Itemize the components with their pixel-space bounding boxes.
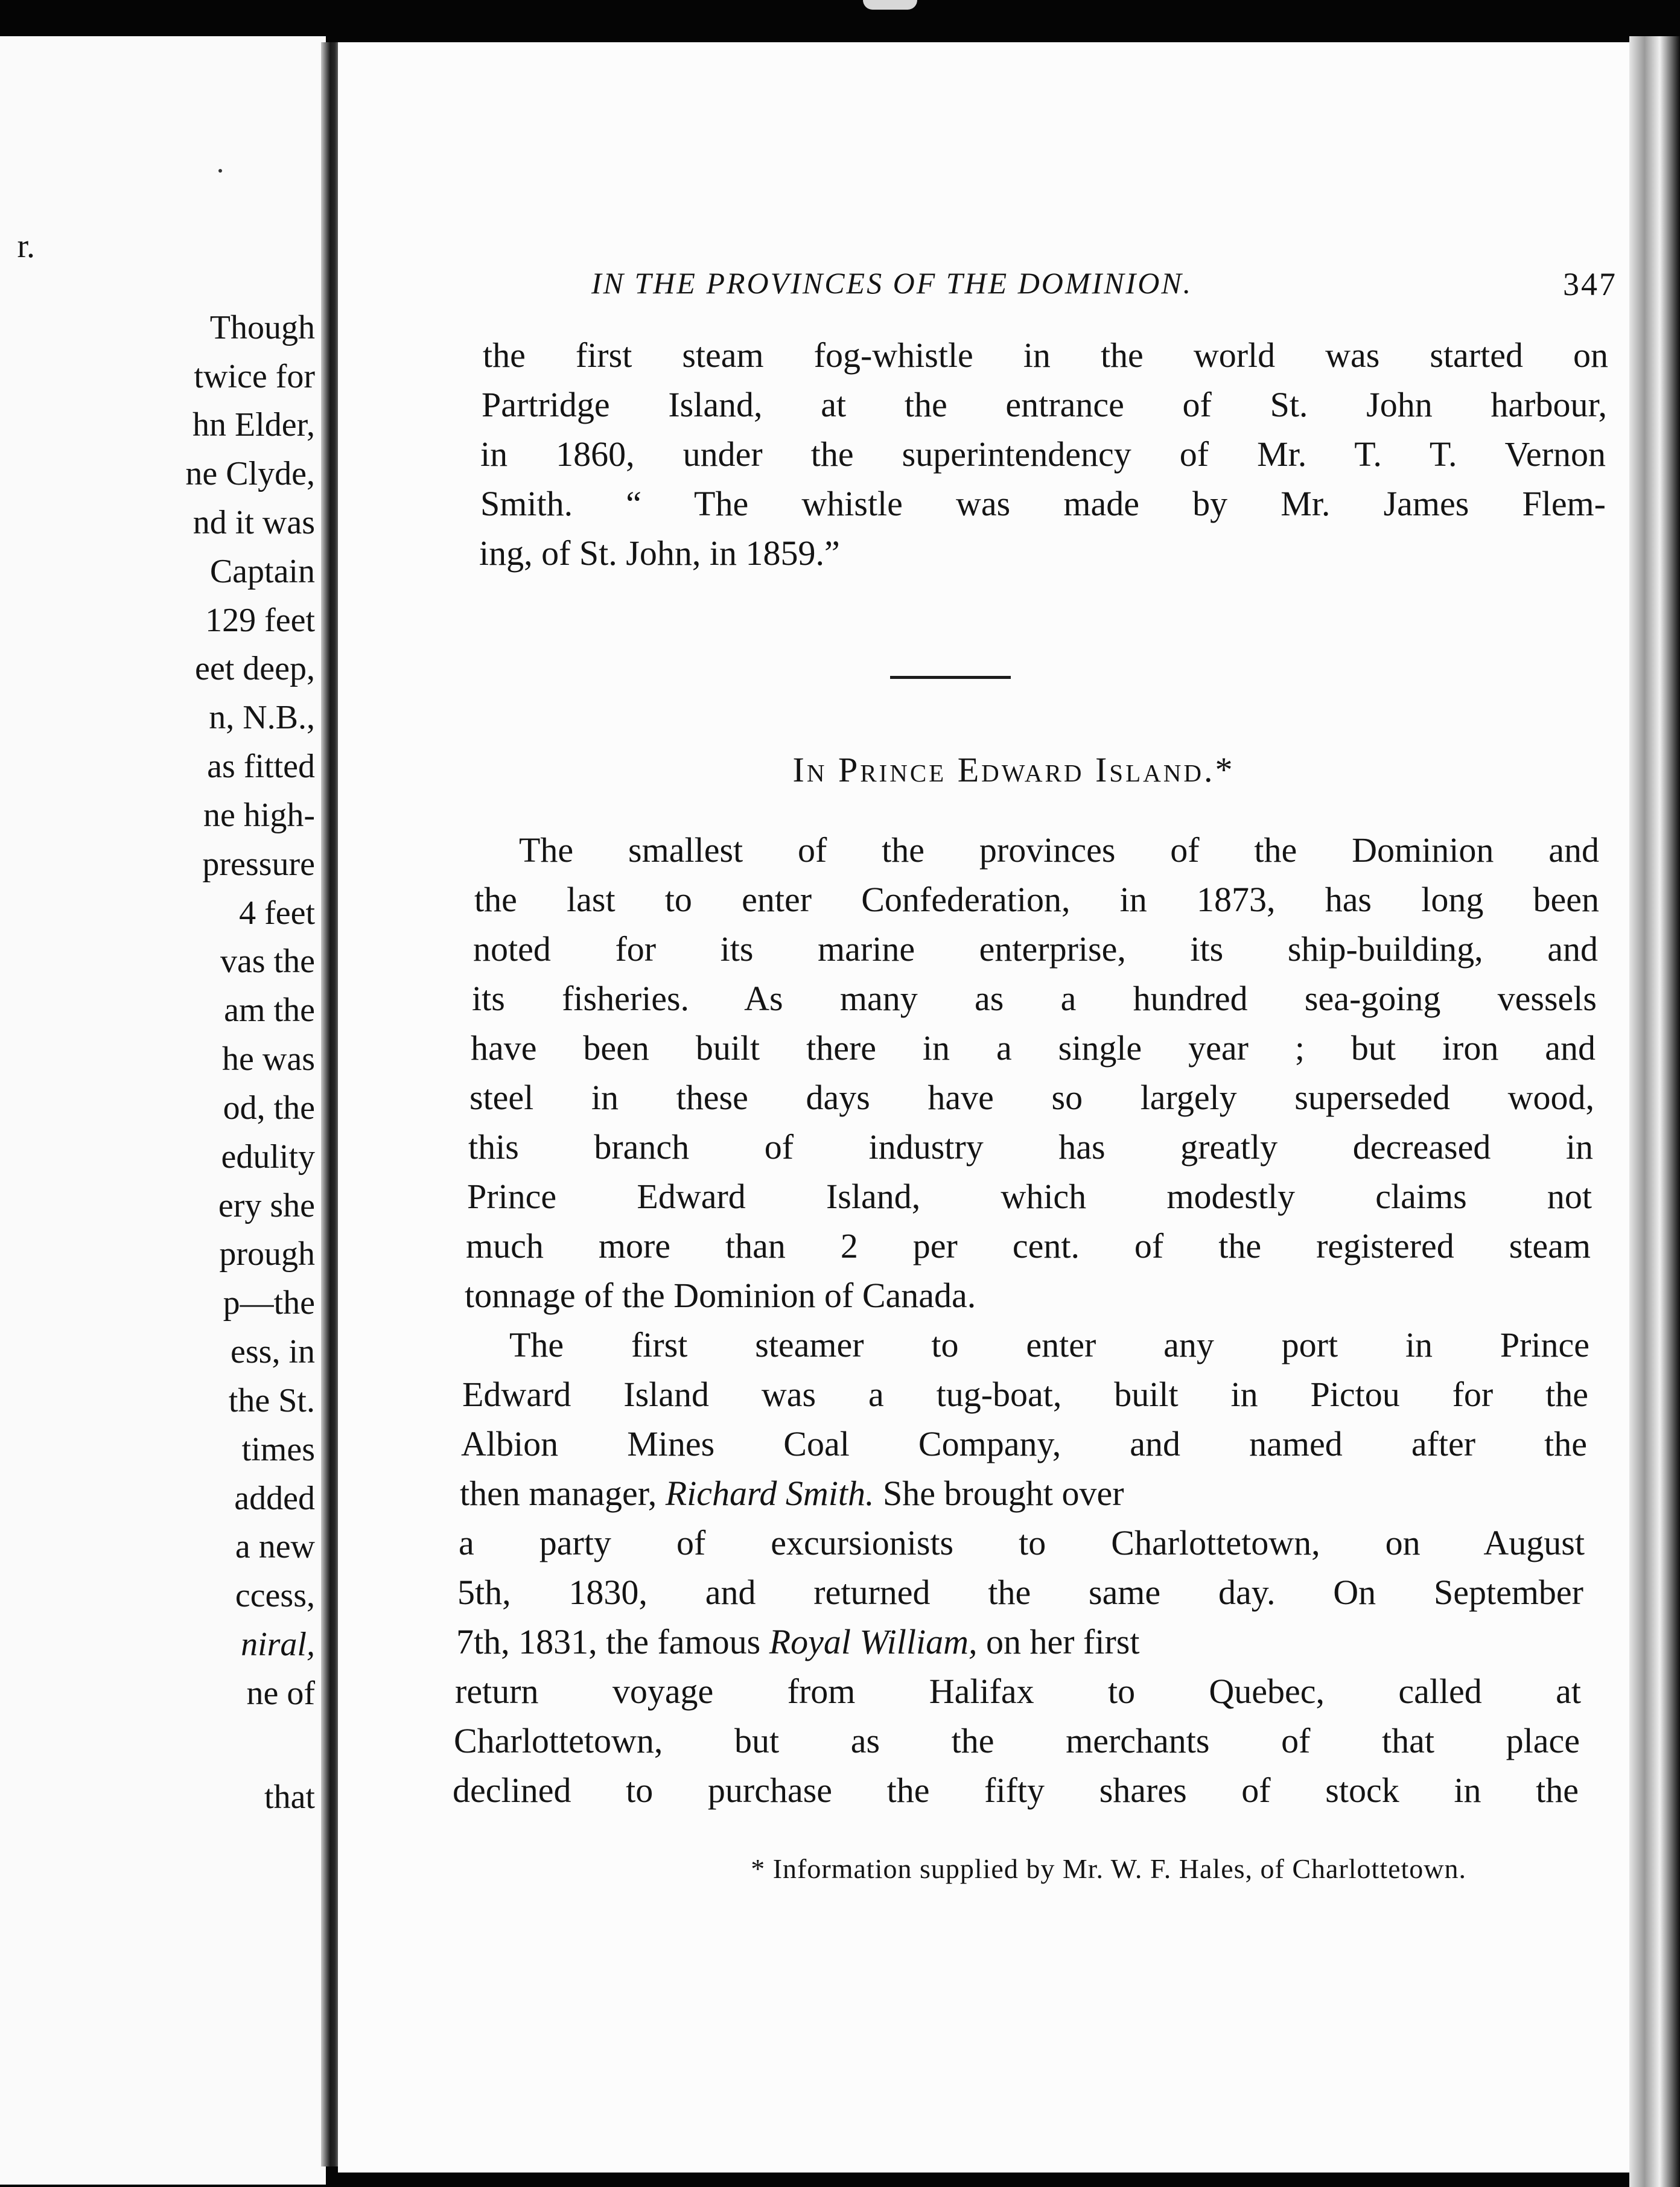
- body-line: [456, 1622, 1582, 1661]
- left-page-line: a new: [235, 1528, 315, 1565]
- body-line: [460, 1476, 1586, 1511]
- left-page-line: pressure: [202, 845, 315, 883]
- body-line: Charlottetown, but as the merchants of that place: [454, 1721, 1580, 1760]
- left-page-line: n, N.B.,: [209, 699, 315, 736]
- left-page-line: r.: [17, 228, 35, 265]
- body-line: have been built there in a single year ; but iron and: [471, 1028, 1596, 1068]
- body-line: Prince Edward Island, which modestly claims not: [467, 1177, 1592, 1216]
- body-line: return voyage from Halifax to Quebec, called at: [455, 1672, 1581, 1711]
- left-page-line: eet deep,: [195, 650, 315, 687]
- body-line: a party of excursionists to Charlottetown, on August: [459, 1523, 1585, 1562]
- left-page-line: niral,: [241, 1626, 315, 1663]
- running-header: [591, 266, 1617, 301]
- body-line: 5th, 1830, and returned the same day. On September: [457, 1573, 1583, 1612]
- body-line: ing, of St. John, in 1859.”: [479, 533, 840, 573]
- body-text: then manager,: [460, 1474, 666, 1513]
- left-page-line: od, the: [223, 1089, 315, 1127]
- left-page-line: times: [241, 1431, 315, 1468]
- left-page-line: ne Clyde,: [185, 455, 315, 492]
- left-page-line: prough: [219, 1235, 315, 1273]
- left-page-line: ery she: [218, 1187, 315, 1224]
- body-line: The first steamer to enter any port in Prince: [509, 1325, 1589, 1364]
- ink-speck: [218, 169, 222, 173]
- body-text: She brought over: [874, 1474, 1124, 1513]
- left-page-line: ne high-: [203, 797, 315, 834]
- left-page-line: ccess,: [235, 1577, 315, 1614]
- body-line: tonnage of the Dominion of Canada.: [465, 1276, 976, 1315]
- body-line: in 1860, under the superintendency of Mr. T. T. Vernon: [480, 435, 1606, 474]
- footnote: * Information supplied by Mr. W. F. Hales, of Charlottetown.: [751, 1853, 1466, 1884]
- left-page-line: ne of: [246, 1675, 315, 1712]
- body-line: this branch of industry has greatly decreased in: [468, 1127, 1593, 1167]
- body-line: the last to enter Confederation, in 1873, has long been: [474, 880, 1599, 919]
- ship-name-italic: Royal William,: [769, 1622, 978, 1661]
- left-page-line: added: [234, 1480, 315, 1517]
- left-page-line: twice for: [194, 358, 315, 395]
- body-line: steel in these days have so largely superseded wood,: [469, 1078, 1594, 1117]
- right-page: [338, 42, 1635, 2173]
- left-page-line: Though: [209, 309, 315, 346]
- left-page-line: p—the: [223, 1284, 315, 1322]
- left-page-line: Captain: [209, 553, 315, 590]
- left-page-line: the St.: [228, 1382, 315, 1419]
- left-page-line: nd it was: [192, 504, 315, 541]
- body-line: declined to purchase the fifty shares of stock in the: [453, 1771, 1579, 1810]
- running-title: IN THE PROVINCES OF THE DOMINION.: [591, 266, 1193, 300]
- body-line: Smith. “ The whistle was made by Mr. James Flem-: [480, 484, 1606, 523]
- body-line: Partridge Island, at the entrance of St. John harbour,: [482, 385, 1607, 424]
- body-line: the first steam fog-whistle in the world was started on: [483, 336, 1608, 375]
- left-page-line: 4 feet: [239, 894, 315, 932]
- left-page-line: am the: [224, 992, 315, 1029]
- body-line: its fisheries. As many as a hundred sea-going vessels: [472, 979, 1597, 1018]
- body-line: The smallest of the provinces of the Dominion and: [519, 830, 1599, 870]
- body-line: much more than 2 per cent. of the registered steam: [466, 1226, 1591, 1265]
- scan-artifact: [863, 0, 917, 10]
- left-page-line: ess, in: [231, 1333, 315, 1370]
- section-heading: In Prince Edward Island.*: [792, 750, 1235, 789]
- left-page-line: vas the: [220, 943, 315, 980]
- page-number: 347: [1563, 266, 1617, 302]
- body-line: Edward Island was a tug-boat, built in Pictou for the: [462, 1375, 1588, 1414]
- left-page-line: he was: [222, 1040, 315, 1078]
- left-page-line: edulity: [221, 1138, 315, 1176]
- left-page-line: that: [264, 1778, 315, 1816]
- left-page-line: as fitted: [207, 748, 315, 785]
- body-line: noted for its marine enterprise, its ship-building, and: [473, 929, 1598, 969]
- section-divider-rule: [890, 676, 1011, 679]
- left-page-line: hn Elder,: [192, 406, 315, 444]
- body-text: on her first: [977, 1622, 1140, 1661]
- left-page-line: 129 feet: [205, 602, 315, 639]
- page-edge: [1629, 36, 1680, 2187]
- left-page: [0, 36, 326, 2185]
- body-line: Albion Mines Coal Company, and named after the: [461, 1424, 1587, 1463]
- ship-name-italic: Richard Smith.: [665, 1474, 874, 1513]
- body-text: 7th, 1831, the famous: [456, 1622, 769, 1661]
